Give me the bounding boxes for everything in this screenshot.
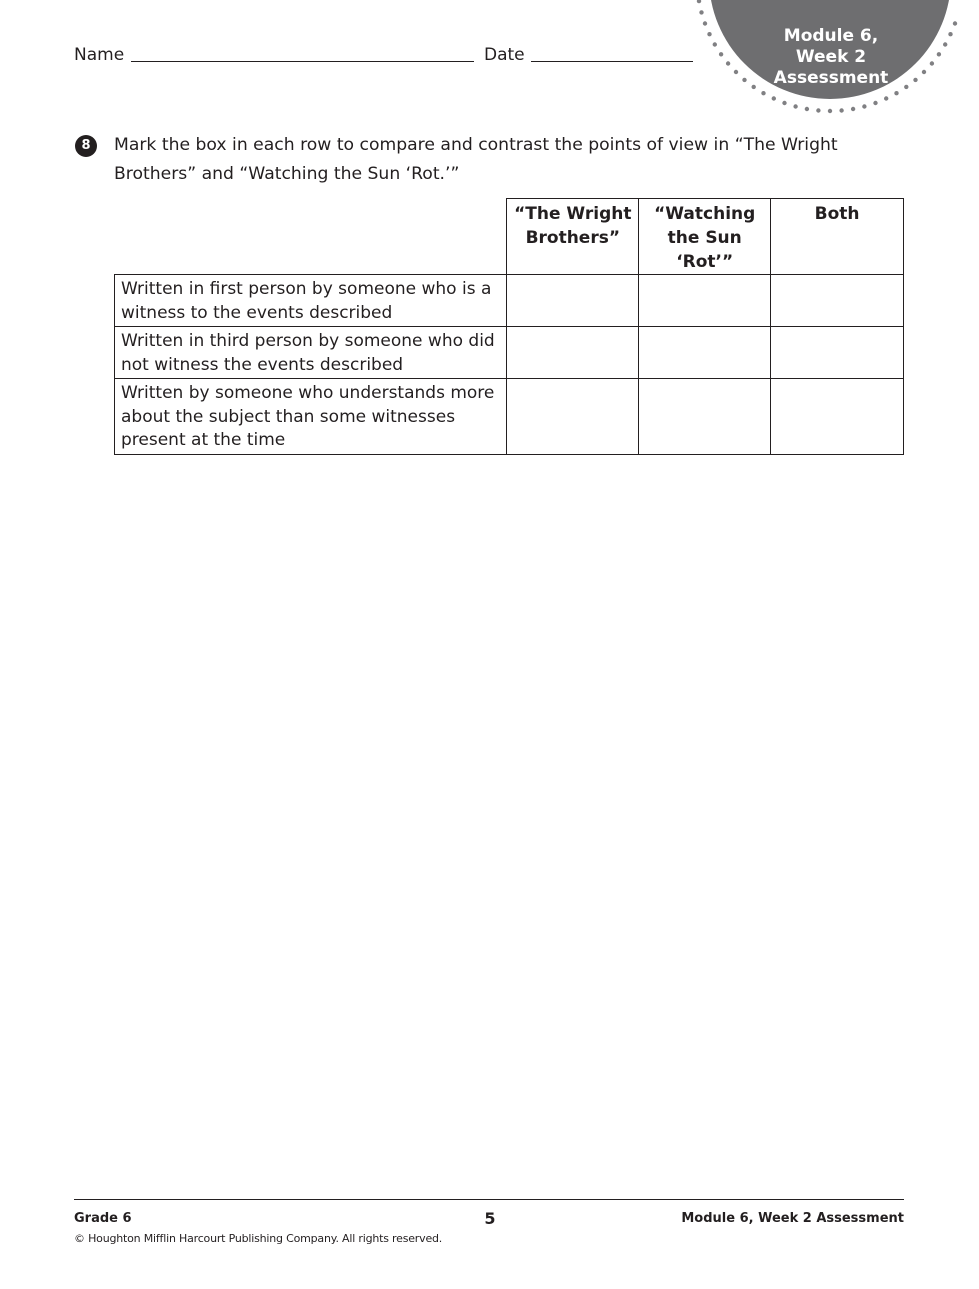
footer-copyright: © Houghton Mifflin Harcourt Publishing Company. All rights reserved. [74, 1232, 443, 1245]
table-row [115, 379, 904, 455]
answer-box-wright-brothers[interactable] [507, 275, 639, 327]
badge-dot [873, 101, 877, 105]
table-header-row [115, 199, 904, 275]
badge-dot [805, 107, 809, 111]
badge-line-2: Week 2 [795, 47, 867, 67]
badge-dot [937, 52, 941, 56]
badge-dot [734, 70, 738, 74]
row-description: Written in first person by someone who is a witness to the events described [115, 275, 507, 327]
answer-box-both[interactable] [771, 275, 904, 327]
badge-line-1: Module 6, [783, 26, 879, 46]
header-blank-cell [115, 199, 507, 275]
badge-dot [719, 52, 723, 56]
question-number: 8 [75, 135, 97, 157]
date-field-line[interactable] [531, 61, 693, 62]
answer-box-watching-the-sun[interactable] [639, 275, 771, 327]
table-row [115, 275, 904, 327]
name-label: Name [74, 45, 125, 65]
header-line: the Sun ‘Rot’” [667, 228, 742, 272]
badge-dot [948, 32, 952, 36]
header-line: Brothers” [525, 228, 621, 248]
question-prompt: Mark the box in each row to compare and contrast the points of view in “The Wright Brothers” and “Watching the Sun ‘Rot.’” [114, 135, 838, 184]
badge-dot [713, 42, 717, 46]
badge-dot [953, 21, 957, 25]
comparison-table [114, 198, 904, 455]
answer-box-both[interactable] [771, 379, 904, 455]
header-line: “Watching [654, 204, 756, 224]
badge-dot [707, 32, 711, 36]
footer-grade: Grade 6 [74, 1211, 132, 1226]
badge-dot [703, 21, 707, 25]
badge-dot [851, 107, 855, 111]
answer-box-wright-brothers[interactable] [507, 379, 639, 455]
badge-dot [904, 85, 908, 89]
badge-dot [742, 78, 746, 82]
badge-dot [922, 70, 926, 74]
badge-dot [761, 91, 765, 95]
name-field-line[interactable] [131, 61, 474, 62]
badge-dot [930, 61, 934, 65]
table-row [115, 327, 904, 379]
badge-dot [772, 96, 776, 100]
header-watching-the-sun [639, 199, 771, 275]
badge-dot [697, 0, 701, 3]
header-wright-brothers [507, 199, 639, 275]
badge-dot [862, 104, 866, 108]
badge-dot [913, 78, 917, 82]
answer-box-wright-brothers[interactable] [507, 327, 639, 379]
footer-module: Module 6, Week 2 Assessment [681, 1211, 904, 1226]
badge-dot [699, 10, 703, 14]
badge-dot [894, 91, 898, 95]
header-line: “The Wright [514, 204, 632, 224]
badge-dot [782, 101, 786, 105]
badge-dot [828, 109, 832, 113]
badge-dot [839, 108, 843, 112]
row-description: Written by someone who understands more about the subject than some witnesses present at the time [115, 379, 507, 455]
badge-dot [884, 96, 888, 100]
badge-dot [752, 85, 756, 89]
header-both [771, 199, 904, 275]
badge-dot [726, 61, 730, 65]
badge-label [770, 26, 892, 89]
badge-dot [793, 104, 797, 108]
footer-rule [74, 1199, 904, 1200]
footer-page-number: 5 [484, 1209, 496, 1228]
answer-box-watching-the-sun[interactable] [639, 379, 771, 455]
answer-box-watching-the-sun[interactable] [639, 327, 771, 379]
badge-dot [943, 42, 947, 46]
badge-dot [816, 108, 820, 112]
row-description: Written in third person by someone who did not witness the events described [115, 327, 507, 379]
header-line: Both [814, 204, 860, 224]
date-label: Date [484, 45, 525, 65]
answer-box-both[interactable] [771, 327, 904, 379]
badge-line-3: Assessment [773, 68, 889, 88]
